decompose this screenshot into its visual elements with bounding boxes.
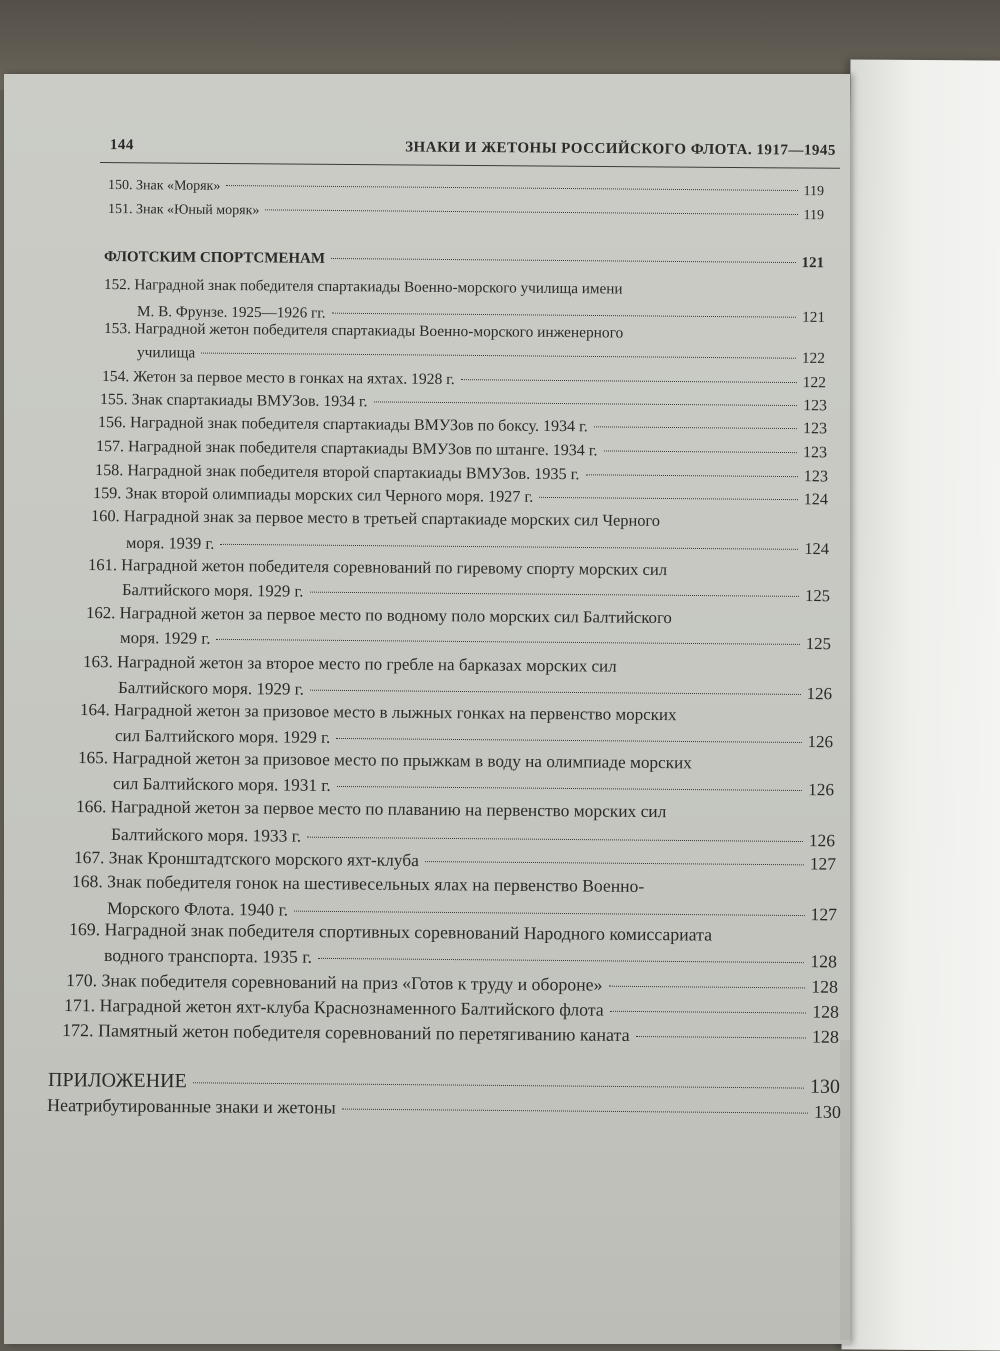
toc-entry-page: 125 bbox=[805, 585, 831, 606]
toc-entry-page: 123 bbox=[803, 467, 829, 486]
toc-entry-160: 160. Наградной знак за первое место в третьей спартакиаде морских сил Черного bbox=[90, 506, 661, 530]
dot-leader bbox=[604, 450, 797, 453]
toc-entry-title: 151. Знак «Юный моряк» bbox=[107, 202, 260, 219]
toc-entry-title: Морского Флота. 1940 г. bbox=[106, 898, 289, 920]
toc-entry-153: 153. Наградной жетон победителя спартакиады Военно-морского инженерного bbox=[103, 320, 624, 342]
toc-entry-title: сил Балтийского моря. 1931 г. bbox=[112, 774, 331, 795]
toc-entry-page: 128 bbox=[811, 976, 839, 997]
dot-leader bbox=[608, 986, 805, 989]
dot-leader bbox=[294, 911, 804, 916]
dot-leader bbox=[336, 738, 801, 743]
toc-entry-163: 163. Наградной жетон за второе место по гребле на барказах морских сил bbox=[82, 652, 617, 676]
section-title: ФЛОТСКИМ СПОРТСМЕНАМ bbox=[103, 249, 326, 267]
toc-entry-title: 172. Памятный жетон победителя соревнований по перетягиванию каната bbox=[61, 1020, 630, 1045]
dot-leader bbox=[342, 1109, 808, 1114]
toc-entry-page: 121 bbox=[802, 308, 826, 327]
dot-leader bbox=[594, 426, 797, 429]
dot-leader bbox=[265, 209, 797, 215]
toc-entry-page: 126 bbox=[808, 780, 835, 800]
toc-entry-title: Балтийского моря. 1933 г. bbox=[110, 824, 302, 846]
toc-entry-page: 119 bbox=[803, 184, 825, 200]
toc-section-heading bbox=[104, 249, 824, 277]
appendix-title: ПРИЛОЖЕНИЕ bbox=[47, 1069, 187, 1093]
toc-entry-page: 119 bbox=[803, 208, 825, 224]
toc-entry-title: 157. Наградной знак победителя спартакиады ВМУЗов по штанге. 1934 г. bbox=[95, 438, 598, 460]
dot-leader bbox=[201, 353, 796, 359]
page-number: 144 bbox=[109, 137, 134, 154]
toc-entry-page: 127 bbox=[810, 904, 838, 925]
toc-entry-title: 159. Знак второй олимпиады морских сил Черного моря. 1927 г. bbox=[92, 484, 534, 506]
toc-entry-title: Балтийского моря. 1929 г. bbox=[121, 580, 304, 601]
dot-leader bbox=[332, 313, 797, 318]
toc-entry-161: 161. Наградной жетон победителя соревнований по гиревому спорту морских сил bbox=[87, 555, 668, 580]
toc-entry-title: Неатрибутированные знаки и жетоны bbox=[46, 1095, 336, 1118]
toc-entry-title: 154. Жетон за первое место в гонках на яхтах. 1928 г. bbox=[101, 368, 455, 389]
toc-entry-title: 155. Знак спартакиады ВМУЗов. 1934 г. bbox=[99, 391, 368, 411]
toc-entry-title: сил Балтийского моря. 1929 г. bbox=[114, 726, 331, 747]
dot-leader bbox=[220, 544, 798, 550]
toc-entry-title: училища bbox=[136, 344, 196, 362]
toc-appendix-entry bbox=[47, 1095, 841, 1124]
dot-leader bbox=[310, 690, 801, 695]
section-page: 121 bbox=[801, 255, 825, 272]
toc-entry-151 bbox=[108, 202, 824, 230]
toc-entry-title: моря. 1929 г. bbox=[119, 628, 211, 648]
toc-entry-165: 165. Наградной жетон за призовое место по прыжкам в воду на олимпиаде морских bbox=[77, 748, 692, 773]
dot-leader bbox=[585, 474, 797, 477]
toc-entry-title: водного транспорта. 1935 г. bbox=[103, 945, 313, 967]
toc-entry-page: 128 bbox=[811, 1026, 840, 1047]
dot-leader bbox=[610, 1011, 807, 1014]
dot-leader bbox=[193, 1082, 804, 1088]
toc-entry-page: 128 bbox=[810, 951, 838, 972]
toc-entry-title: 150. Знак «Моряк» bbox=[107, 178, 221, 194]
dot-leader bbox=[307, 837, 803, 842]
toc-entry-title: 170. Знак победителя соревнований на приз «Готов к труду и обороне» bbox=[65, 970, 603, 995]
toc-entry-166: 166. Наградной жетон за первое место по плаванию на первенство морских сил bbox=[75, 796, 667, 822]
toc-entry-page: 123 bbox=[802, 444, 828, 462]
toc-entry-page: 128 bbox=[812, 1001, 840, 1022]
toc-entry-page: 126 bbox=[807, 732, 834, 752]
dot-leader bbox=[636, 1036, 806, 1038]
dot-leader bbox=[425, 861, 804, 865]
toc-entry-page: 127 bbox=[809, 853, 837, 874]
running-title: ЗНАКИ И ЖЕТОНЫ РОССИЙСКОГО ФЛОТА. 1917—1945 bbox=[405, 139, 836, 159]
toc-entry-title: моря. 1939 г. bbox=[125, 533, 215, 553]
toc-entry-page: 122 bbox=[801, 349, 826, 368]
toc-entry-170 bbox=[66, 970, 838, 999]
toc-entry-152: 152. Наградной знак победителя спартакиады Военно-морского училища имени bbox=[103, 276, 623, 298]
toc-entry-162: 162. Наградной жетон за первое место по водному поло морских сил Балтийского bbox=[85, 603, 672, 628]
toc-entry-164: 164. Наградной жетон за призовое место в лыжных гонках на первенство морских bbox=[79, 700, 677, 725]
dot-leader bbox=[318, 958, 804, 963]
toc-entry-title: 171. Наградной жетон яхт-клуба Краснознаменного Балтийского флота bbox=[63, 995, 604, 1020]
dot-leader bbox=[226, 185, 797, 191]
toc-entry-title: 158. Наградной знак победителя второй спартакиады ВМУЗов. 1935 г. bbox=[94, 461, 580, 484]
toc-entry-page: 124 bbox=[803, 490, 829, 509]
toc-entry-page: 126 bbox=[806, 684, 833, 704]
dot-leader bbox=[309, 592, 799, 597]
dot-leader bbox=[539, 497, 797, 500]
appendix-page: 130 bbox=[809, 1075, 841, 1098]
dot-leader bbox=[461, 379, 797, 383]
toc-entry-169-cont bbox=[104, 945, 837, 973]
toc-entry-page: 125 bbox=[805, 633, 832, 654]
toc-entry-page: 122 bbox=[802, 374, 827, 392]
toc-entry-title: Балтийского моря. 1929 г. bbox=[117, 678, 305, 699]
toc-entry-page: 130 bbox=[813, 1101, 842, 1122]
dot-leader bbox=[374, 401, 798, 406]
dot-leader bbox=[337, 786, 803, 791]
toc-entry-168: 168. Знак победителя гонок на шестивесельных ялах на первенство Военно- bbox=[71, 871, 645, 896]
toc-entry-page: 126 bbox=[808, 830, 836, 851]
toc-entry-page: 123 bbox=[803, 397, 828, 415]
toc-entry-page: 124 bbox=[804, 538, 830, 559]
toc-entry-title: М. В. Фрунзе. 1925—1926 гг. bbox=[136, 303, 326, 322]
toc-entry-page: 123 bbox=[802, 420, 828, 438]
toc-entry-172 bbox=[62, 1020, 839, 1049]
toc-entry-title: 156. Наградной знак победителя спартакиады ВМУЗов по боксу. 1934 г. bbox=[97, 414, 588, 436]
toc-entry-162-cont bbox=[120, 628, 831, 656]
toc-entry-153-cont bbox=[137, 344, 825, 372]
dot-leader bbox=[216, 639, 799, 645]
toc-entry-title: 167. Знак Кронштадтского морского яхт-клуба bbox=[73, 847, 419, 871]
dot-leader bbox=[331, 258, 795, 263]
toc-entry-169: 169. Наградной знак победителя спортивных соревнований Народного комиссариата bbox=[68, 919, 713, 945]
toc-entry-171 bbox=[64, 995, 839, 1024]
toc-appendix-heading bbox=[48, 1069, 840, 1098]
